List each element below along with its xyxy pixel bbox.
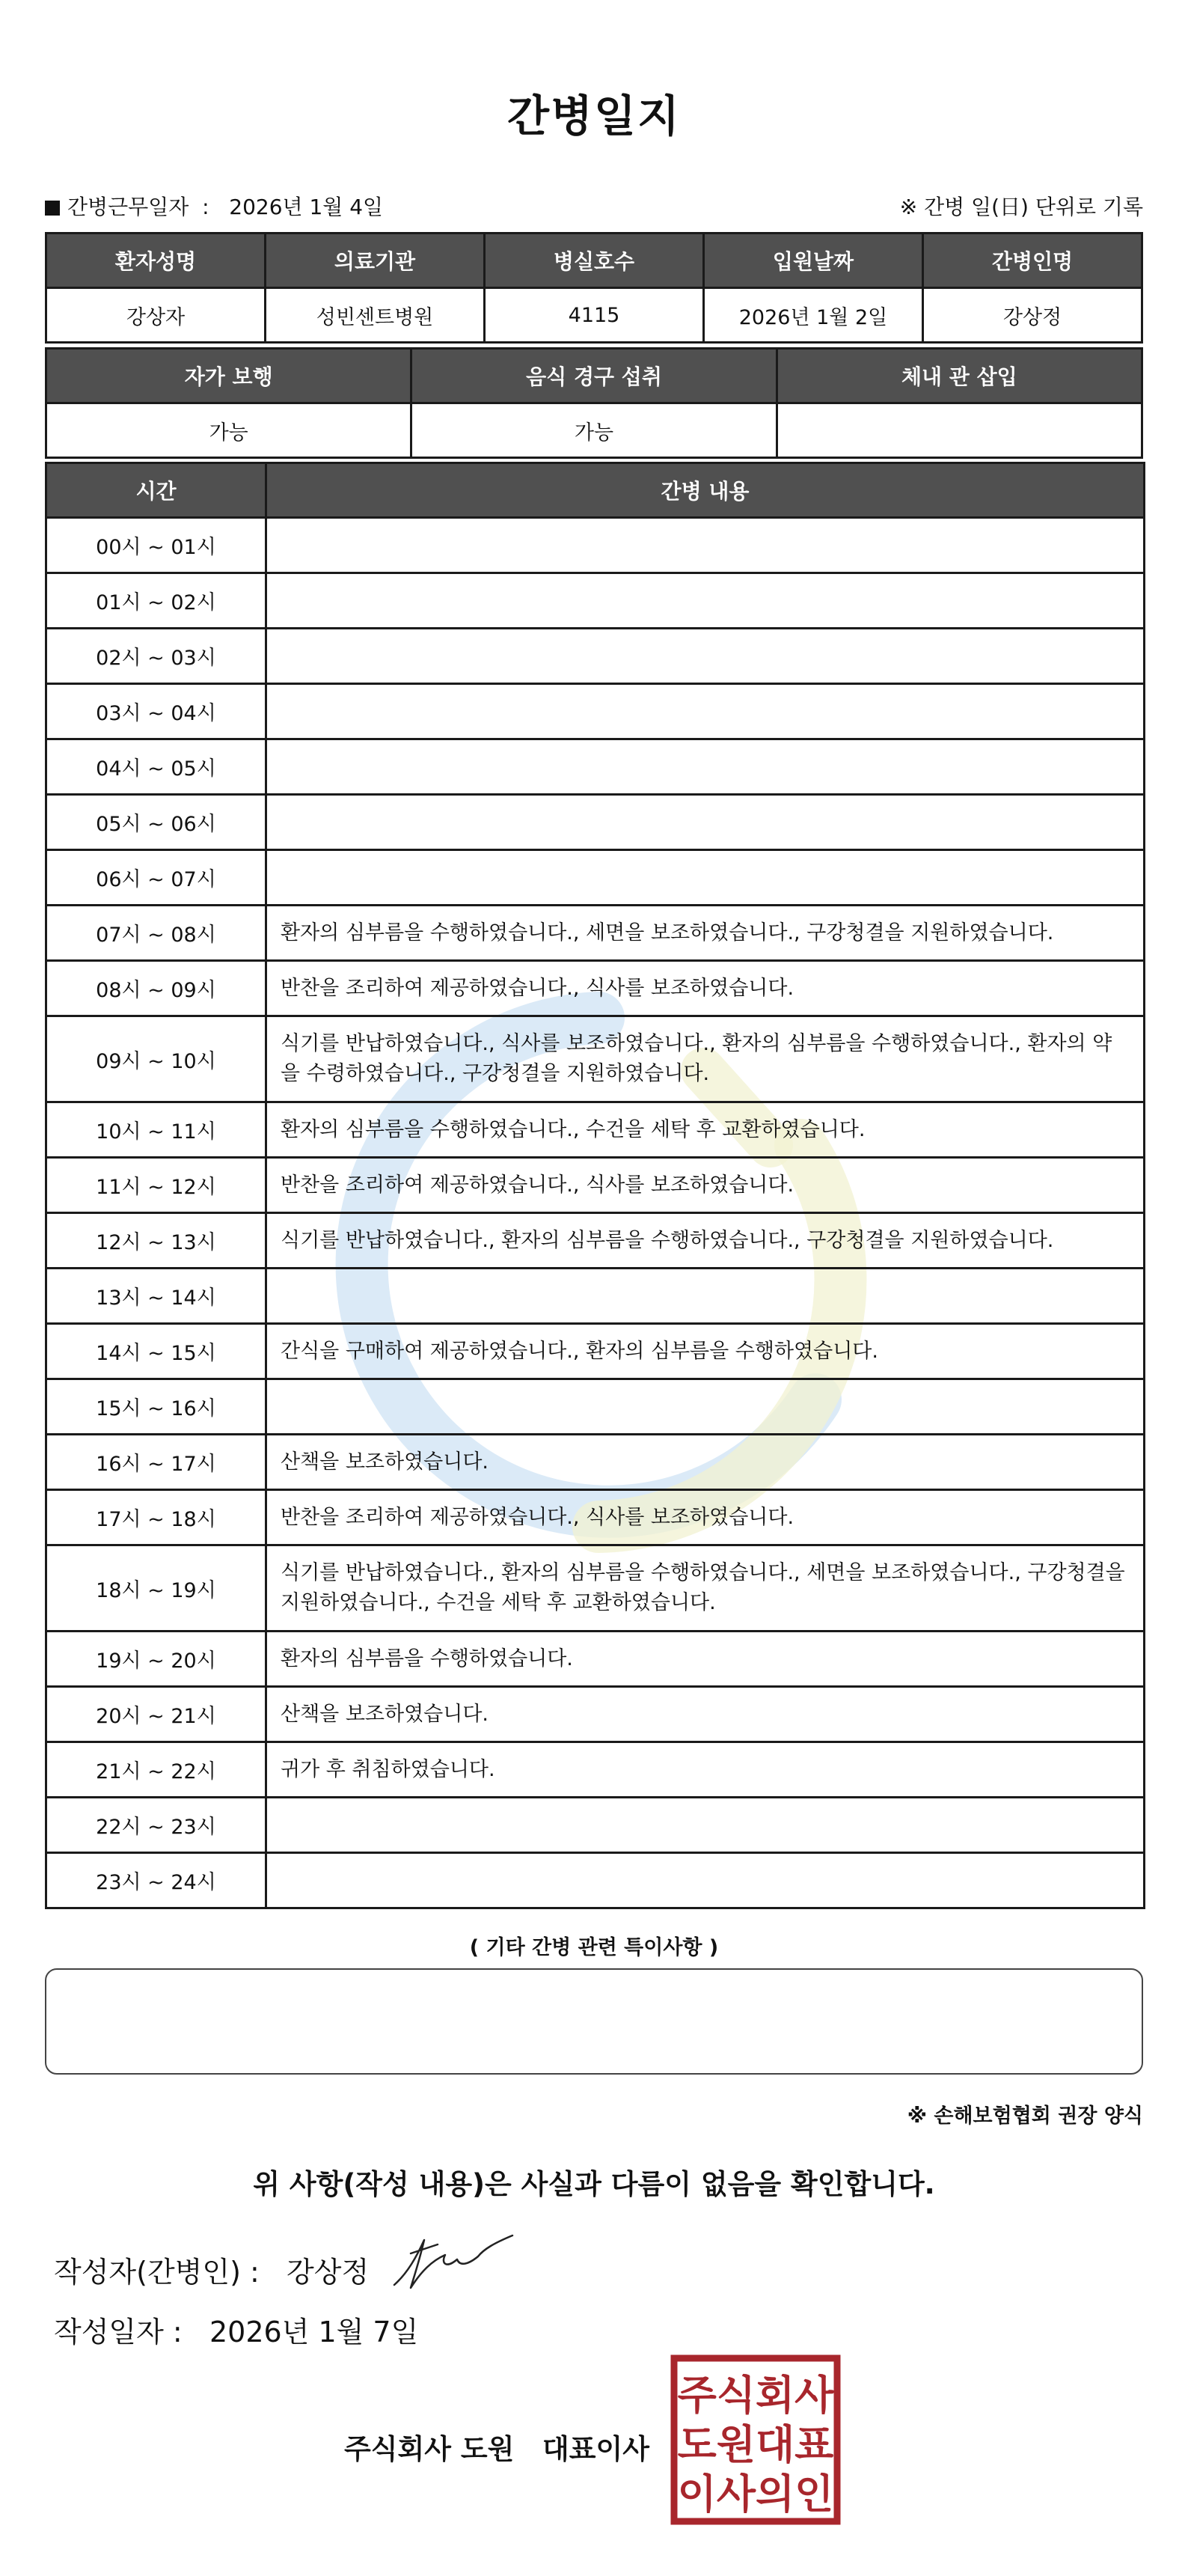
time-slot: 08시 ~ 09시 [46, 961, 266, 1016]
author-label: 작성자(간병인) [54, 2256, 241, 2289]
time-slot: 11시 ~ 12시 [46, 1158, 266, 1213]
table-row [46, 518, 1145, 573]
table-row [46, 906, 1145, 961]
caregiver-name: 강상정 [923, 288, 1142, 343]
care-content [266, 518, 1145, 573]
care-content: 반찬을 조리하여 제공하였습니다., 식사를 보조하였습니다. [266, 1158, 1145, 1213]
header-oral-intake: 음식 경구 섭취 [411, 349, 777, 403]
work-date-label: 간병근무일자 [67, 195, 189, 219]
date-row: 작성일자 : 2026년 1월 7일 [54, 2316, 419, 2348]
time-slot: 18시 ~ 19시 [46, 1545, 266, 1632]
header-tube-insertion: 체내 관 삽입 [777, 349, 1142, 403]
care-content: 환자의 심부름을 수행하였습니다. [266, 1632, 1145, 1687]
care-content [266, 1798, 1145, 1853]
seal-line-1: 주식회사 [677, 2372, 834, 2419]
care-log-table [45, 462, 1145, 1909]
table-row [46, 739, 1145, 795]
notes-title: ( 기타 간병 관련 특이사항 ) [469, 1936, 719, 1959]
table-row [46, 1269, 1145, 1324]
header-care-content: 간병 내용 [266, 463, 1145, 518]
care-content [266, 795, 1145, 850]
care-content [266, 1379, 1145, 1435]
care-content: 환자의 심부름을 수행하였습니다., 세면을 보조하였습니다., 구강청결을 지원하였습니다. [266, 906, 1145, 961]
care-content: 귀가 후 취침하였습니다. [266, 1742, 1145, 1798]
time-slot: 22시 ~ 23시 [46, 1798, 266, 1853]
time-slot: 01시 ~ 02시 [46, 573, 266, 629]
table-row [46, 850, 1145, 906]
time-slot: 19시 ~ 20시 [46, 1632, 266, 1687]
table-row [46, 1379, 1145, 1435]
time-slot: 10시 ~ 11시 [46, 1102, 266, 1158]
table-row [46, 1102, 1145, 1158]
oral-intake: 가능 [411, 403, 777, 458]
time-slot: 07시 ~ 08시 [46, 906, 266, 961]
table-row [46, 1687, 1145, 1742]
table-row [46, 1016, 1145, 1102]
tube-insertion [777, 403, 1142, 458]
table-row [46, 1853, 1145, 1908]
notes-box [45, 1968, 1143, 2075]
care-content [266, 739, 1145, 795]
care-status-table [45, 347, 1143, 459]
work-date-value: 2026년 1월 4일 [229, 195, 384, 219]
time-slot: 09시 ~ 10시 [46, 1016, 266, 1102]
admission-date: 2026년 1월 2일 [704, 288, 923, 343]
patient-name: 강상자 [46, 288, 266, 343]
time-slot: 15시 ~ 16시 [46, 1379, 266, 1435]
table-row [46, 684, 1145, 739]
header-caregiver-name: 간병인명 [923, 234, 1142, 288]
table-row [46, 1158, 1145, 1213]
care-content [266, 1269, 1145, 1324]
time-slot: 13시 ~ 14시 [46, 1269, 266, 1324]
unit-note: ※ 간병 일(日) 단위로 기록 [899, 195, 1143, 219]
time-slot: 17시 ~ 18시 [46, 1490, 266, 1545]
company-seal [670, 2354, 842, 2526]
seal-line-3: 이사의인 [677, 2470, 834, 2518]
table-row [46, 1742, 1145, 1798]
time-slot: 14시 ~ 15시 [46, 1324, 266, 1379]
author-name: 강상정 [287, 2256, 370, 2289]
table-row [46, 795, 1145, 850]
table-row [46, 573, 1145, 629]
date-value: 2026년 1월 7일 [209, 2316, 419, 2348]
table-row [46, 1632, 1145, 1687]
time-slot: 02시 ~ 03시 [46, 629, 266, 684]
care-content [266, 629, 1145, 684]
ceo-label: 대표이사 [542, 2433, 649, 2465]
care-content: 식기를 반납하였습니다., 식사를 보조하였습니다., 환자의 심부름을 수행하였습니다., 환자의 약을 수령하였습니다., 구강청결을 지원하였습니다. [266, 1016, 1145, 1102]
care-content [266, 573, 1145, 629]
time-slot: 20시 ~ 21시 [46, 1687, 266, 1742]
header-admission-date: 입원날짜 [704, 234, 923, 288]
care-content: 식기를 반납하였습니다., 환자의 심부름을 수행하였습니다., 구강청결을 지원하였습니다. [266, 1213, 1145, 1269]
self-walking: 가능 [46, 403, 411, 458]
time-slot: 05시 ~ 06시 [46, 795, 266, 850]
header-room-number: 병실호수 [485, 234, 704, 288]
care-content: 반찬을 조리하여 제공하였습니다., 식사를 보조하였습니다. [266, 961, 1145, 1016]
header-time: 시간 [46, 463, 266, 518]
header-hospital: 의료기관 [266, 234, 485, 288]
care-content: 반찬을 조리하여 제공하였습니다., 식사를 보조하였습니다. [266, 1490, 1145, 1545]
table-row [46, 1798, 1145, 1853]
log-rows [46, 518, 1145, 1908]
author-row: 작성자(간병인) : 강상정 [54, 2256, 370, 2289]
confirmation-statement: 위 사항(작성 내용)은 사실과 다름이 없음을 확인합니다. [253, 2168, 935, 2200]
time-slot: 04시 ~ 05시 [46, 739, 266, 795]
header-patient-name: 환자성명 [46, 234, 266, 288]
table-row [46, 961, 1145, 1016]
care-content: 간식을 구매하여 제공하였습니다., 환자의 심부름을 수행하였습니다. [266, 1324, 1145, 1379]
table-row [46, 1490, 1145, 1545]
table-row [46, 1435, 1145, 1490]
time-slot: 23시 ~ 24시 [46, 1853, 266, 1908]
care-content: 산책을 보조하였습니다. [266, 1687, 1145, 1742]
care-content: 산책을 보조하였습니다. [266, 1435, 1145, 1490]
work-date: 간병근무일자 : 2026년 1월 4일 [45, 191, 383, 221]
company-name: 주식회사 도원 [344, 2433, 515, 2465]
square-bullet-icon [45, 201, 60, 216]
time-slot: 06시 ~ 07시 [46, 850, 266, 906]
date-label: 작성일자 [54, 2316, 164, 2348]
hospital: 성빈센트병원 [266, 288, 485, 343]
time-slot: 03시 ~ 04시 [46, 684, 266, 739]
document-title: 간병일지 [506, 91, 682, 141]
care-content [266, 684, 1145, 739]
header-self-walking: 자가 보행 [46, 349, 411, 403]
seal-line-2: 도원대표 [677, 2421, 834, 2468]
table-row [46, 1213, 1145, 1269]
care-content: 환자의 심부름을 수행하였습니다., 수건을 세탁 후 교환하였습니다. [266, 1102, 1145, 1158]
table-row [46, 1545, 1145, 1632]
time-slot: 16시 ~ 17시 [46, 1435, 266, 1490]
room-number: 4115 [485, 288, 704, 343]
care-content: 식기를 반납하였습니다., 환자의 심부름을 수행하였습니다., 세면을 보조하였습니다., 구강청결을 지원하였습니다., 수건을 세탁 후 교환하였습니다. [266, 1545, 1145, 1632]
time-slot: 21시 ~ 22시 [46, 1742, 266, 1798]
form-source-note: ※ 손해보험협회 권장 양식 [907, 2105, 1143, 2128]
signature [385, 2226, 516, 2294]
time-slot: 00시 ~ 01시 [46, 518, 266, 573]
table-row [46, 1324, 1145, 1379]
care-content [266, 850, 1145, 906]
patient-info-table [45, 232, 1143, 344]
care-content [266, 1853, 1145, 1908]
time-slot: 12시 ~ 13시 [46, 1213, 266, 1269]
table-row [46, 629, 1145, 684]
